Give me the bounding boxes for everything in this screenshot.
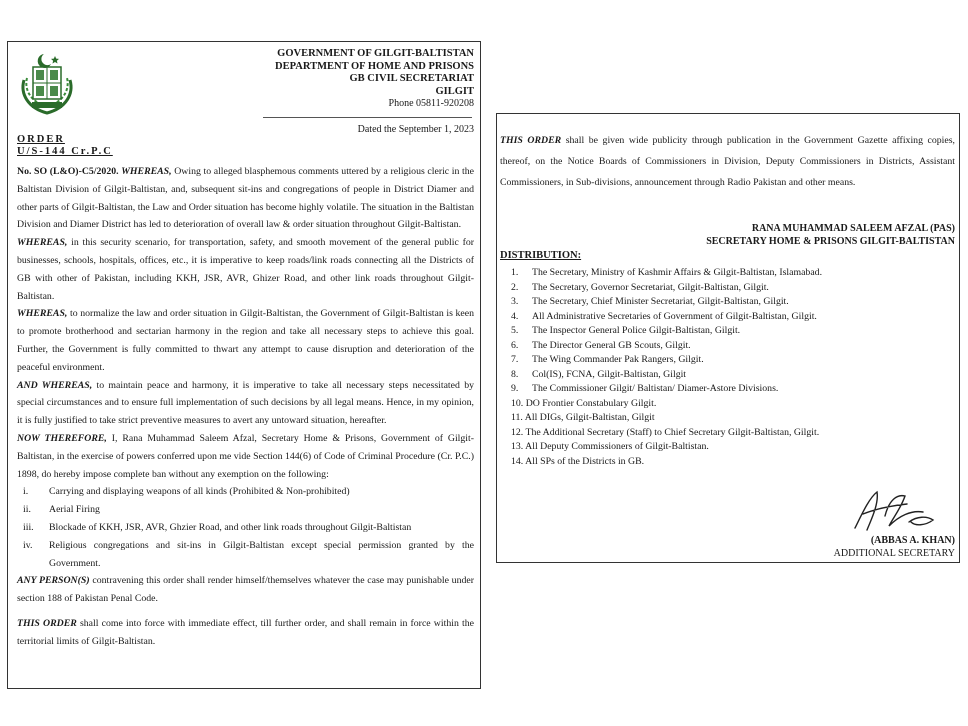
- spacer: [17, 608, 474, 615]
- list-item: [511, 295, 822, 310]
- list-item-number: 8.: [511, 368, 519, 380]
- list-item-text: The Secretary, Chief Minister Secretariat, Gilgit-Baltistan, Gilgit.: [532, 296, 789, 307]
- list-item-text: Carrying and displaying weapons of all kinds (Prohibited & Non-prohibited): [49, 486, 350, 498]
- list-item-text: 10. DO Frontier Constabulary Gilgit.: [511, 397, 657, 409]
- list-item-text: Blockade of KKH, JSR, AVR, Ghzier Road, and other link roads throughout Gilgit-Baltistan: [49, 521, 412, 533]
- list-item-text: 13. All Deputy Commissioners of Gilgit-Baltistan.: [511, 441, 709, 452]
- paragraph-text: to normalize the law and order situation in Gilgit-Baltistan, the Government of Gilgit-Baltistan is keen to promote brotherhood and sectarian harmony in the region and take all necessary steps to achieve this goal. Further, the Government is fully committed to thwart any attempt to cause disruption and deterioration of the peaceful environment.: [17, 308, 474, 373]
- list-item-number: iv.: [23, 539, 33, 551]
- paragraph-keyword: WHEREAS,: [17, 308, 68, 320]
- paragraph-keyword: WHEREAS,: [121, 166, 172, 177]
- letterhead-city: GILGIT: [435, 85, 474, 97]
- government-emblem-icon: [18, 50, 76, 116]
- order-heading: [17, 134, 113, 158]
- list-item-number: 1.: [511, 267, 519, 278]
- paragraph-text: contravening this order shall render himself/themselves whatever the case may punishable under section 188 of Pakistan Penal Code.: [17, 575, 474, 605]
- list-item-text: The Inspector General Police Gilgit-Baltistan, Gilgit.: [532, 325, 741, 336]
- list-item: [511, 368, 822, 383]
- list-item: [511, 411, 822, 426]
- paragraph-text: I, Rana Muhammad Saleem Afzal, Secretary Home & Prisons, Government of Gilgit-Baltistan, in the exercise of powers conferred upon me vide Section 144(6) of Code of Criminal Procedure (Cr. P.C.) 1898, do hereby impose complete ban without any exemption on the following:: [17, 432, 475, 480]
- letterhead-phone: Phone 05811-920208: [388, 98, 474, 110]
- paragraph-text: to maintain peace and harmony, it is imperative to take all necessary steps necessitated by special circumstances and to ensure full implementation of such decisions by all legal means. Hence, in my opinion, it is fully justified to take strict preventive measures to avert any untoward situation, hereafter.: [17, 379, 474, 427]
- order-page-2: [496, 113, 960, 563]
- paragraph-keyword: THIS ORDER: [500, 135, 562, 146]
- list-item-number: 4.: [511, 310, 519, 322]
- paragraph-1: [17, 163, 474, 234]
- order-date: Dated the September 1, 2023: [357, 124, 474, 135]
- letterhead-secretariat: GB CIVIL SECRETARIAT: [349, 73, 474, 85]
- list-item: [511, 382, 822, 397]
- list-item-text: The Director General GB Scouts, Gilgit.: [532, 339, 691, 351]
- list-item: [511, 281, 822, 296]
- paragraph-keyword: WHEREAS,: [17, 237, 68, 249]
- list-item: [511, 397, 822, 412]
- paragraph-keyword: ANY PERSON(S): [17, 575, 90, 587]
- signatory-name: RANA MUHAMMAD SALEEM AFZAL (PAS): [751, 223, 955, 234]
- list-item: [511, 339, 822, 354]
- paragraph-keyword: THIS ORDER: [17, 617, 77, 629]
- paragraph-text: Owing to alleged blasphemous comments uttered by a religious cleric in the Baltistan Division of Gilgit-Baltistan, and, subsequent sit-ins and congregations of people in District Diamer and other parts of Gilgit-Baltistan, the Law and Order situation has become highly volatile. The situation in the Baltistan Division and Diamer District has led to deterioration of overall law & order situation throughout Gilgit-Baltistan.: [17, 166, 474, 231]
- order-title: ORDER: [17, 134, 65, 145]
- list-item-text: Aerial Firing: [49, 504, 100, 516]
- list-item: [511, 426, 822, 441]
- list-item-text: 11. All DIGs, Gilgit-Baltistan, Gilgit: [511, 412, 655, 423]
- list-item-number: ii.: [23, 504, 31, 516]
- paragraph-text: shall come into force with immediate effect, till further order, and shall remain in force within the territorial limits of Gilgit-Baltistan.: [17, 617, 474, 647]
- paragraph-6: [17, 572, 474, 608]
- list-item-number: iii.: [23, 521, 34, 533]
- secondary-signatory: [834, 535, 955, 560]
- letterhead-government: GOVERNMENT OF GILGIT-BALTISTAN: [277, 48, 474, 59]
- handwritten-signature: [849, 486, 941, 534]
- paragraph-7: [17, 615, 474, 651]
- list-item: [511, 310, 822, 325]
- primary-signatory: [706, 222, 955, 248]
- distribution-heading: DISTRIBUTION:: [500, 250, 582, 261]
- paragraph-keyword: NOW THEREFORE,: [17, 432, 107, 444]
- order-body: [17, 163, 474, 651]
- ban-list: [17, 483, 474, 572]
- order-reference: No. SO (L&O)-C5/2020.: [17, 166, 119, 177]
- letterhead-department: DEPARTMENT OF HOME AND PRISONS: [275, 60, 474, 72]
- paragraph-5: [17, 430, 474, 483]
- list-item-text: The Commissioner Gilgit/ Baltistan/ Diamer-Astore Divisions.: [532, 383, 779, 394]
- signatory-name: (ABBAS A. KHAN): [870, 535, 955, 546]
- list-item: [511, 455, 822, 470]
- paragraph-2: [17, 234, 474, 305]
- order-page-1: [7, 41, 481, 689]
- list-item-number: i.: [23, 486, 29, 498]
- list-item-number: 6.: [511, 339, 519, 351]
- letterhead: [275, 48, 474, 111]
- list-item-text: The Secretary, Governor Secretariat, Gilgit-Baltistan, Gilgit.: [532, 281, 769, 293]
- signatory-title: ADDITIONAL SECRETARY: [833, 547, 955, 559]
- paragraph-keyword: AND WHEREAS,: [17, 379, 93, 391]
- list-item-number: 9.: [511, 383, 519, 394]
- list-item-number: 3.: [511, 296, 519, 307]
- list-item-number: 5.: [511, 325, 519, 336]
- list-item-text: The Wing Commander Pak Rangers, Gilgit.: [532, 354, 704, 365]
- order-section: U/S-144 Cr.P.C: [17, 146, 113, 157]
- paragraph-4: [17, 377, 474, 430]
- paragraph-3: [17, 305, 474, 376]
- signatory-title: SECRETARY HOME & PRISONS GILGIT-BALTISTAN: [706, 236, 955, 247]
- list-item-text: The Secretary, Ministry of Kashmir Affairs & Gilgit-Baltistan, Islamabad.: [532, 267, 823, 278]
- list-item: [17, 483, 474, 501]
- list-item-number: 7.: [511, 354, 519, 365]
- distribution-list: [511, 266, 822, 469]
- list-item-text: Religious congregations and sit-ins in Gilgit-Baltistan except special permission granted by the Government.: [49, 539, 474, 569]
- list-item-text: 14. All SPs of the Districts in GB.: [511, 455, 645, 467]
- paragraph-text: in this security scenario, for transportation, safety, and smooth movement of the general public for businesses, schools, hospitals, offices, etc., it is imperative to keep roads/link roads connecting all the Districts of GB with other of Pakistan, including KKH, JSR, AVR, Ghizer Road, and other link roads throughout Gilgit-Baltistan.: [17, 237, 474, 302]
- list-item-text: Col(IS), FCNA, Gilgit-Baltistan, Gilgit: [532, 368, 687, 380]
- list-item-text: All Administrative Secretaries of Government of Gilgit-Baltistan, Gilgit.: [532, 310, 817, 322]
- list-item-number: 2.: [511, 281, 519, 293]
- list-item: [17, 537, 474, 573]
- publicity-paragraph: [500, 130, 955, 193]
- list-item: [511, 266, 822, 281]
- list-item: [511, 353, 822, 368]
- list-item: [511, 324, 822, 339]
- paragraph-text: shall be given wide publicity through publication in the Government Gazette affixing copies, thereof, on the Notice Boards of Commissioners in Division, Deputy Commissioners in Districts, Assistant Commissioners, in Sub-divisions, announcement through Radio Pakistan and other means.: [500, 135, 955, 188]
- list-item-text: 12. The Additional Secretary (Staff) to Chief Secretary Gilgit-Baltistan, Gilgit.: [511, 426, 820, 438]
- header-divider: [263, 117, 472, 118]
- list-item: [17, 519, 474, 537]
- list-item: [511, 440, 822, 455]
- list-item: [17, 501, 474, 519]
